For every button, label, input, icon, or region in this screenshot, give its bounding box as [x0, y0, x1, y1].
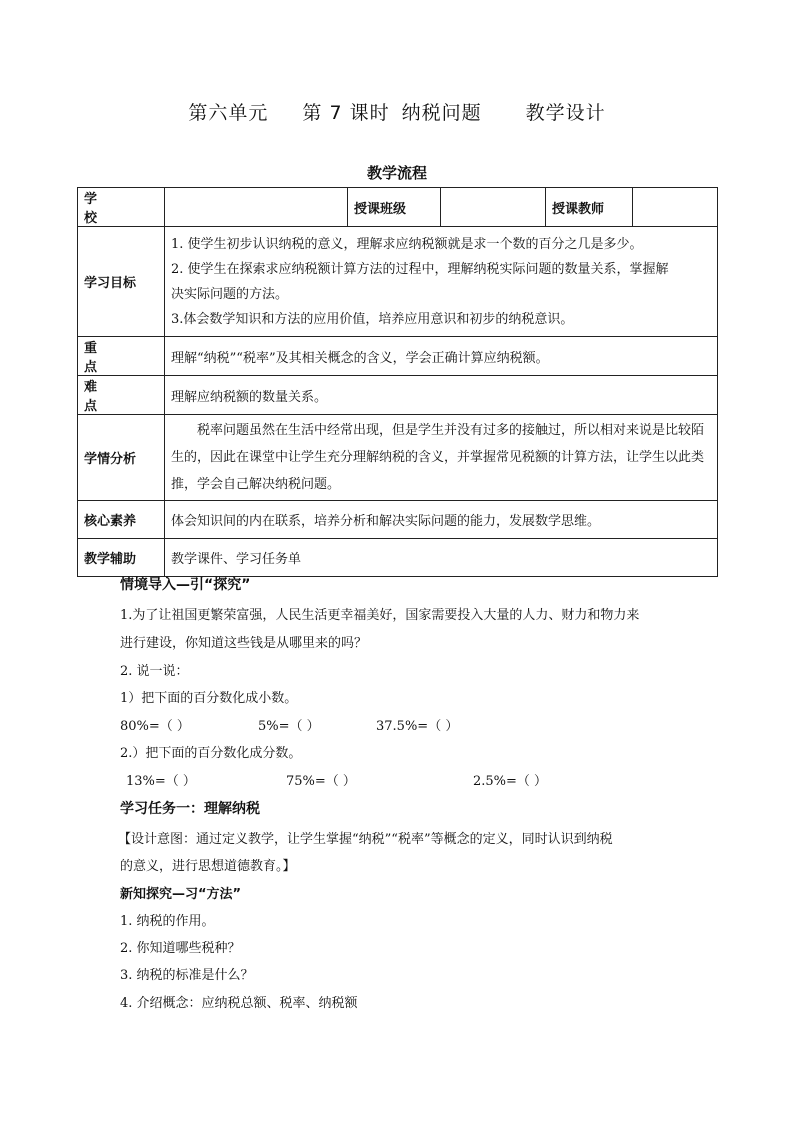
analysis-label: 学情分析 [78, 415, 165, 501]
teacher-value [633, 188, 718, 227]
teacher-label: 授课教师 [546, 188, 633, 227]
core-label: 核心素养 [78, 501, 165, 539]
explore-item: 2. 你知道哪些税种？ [120, 941, 241, 956]
school-label: 学 校 [78, 188, 165, 227]
title-unit: 第六单元 [188, 102, 269, 124]
intro-discuss: 2. 说一说： [120, 664, 189, 679]
class-label: 授课班级 [348, 188, 441, 227]
goal-line: 决实际问题的方法。 [171, 286, 289, 302]
school-value [165, 188, 348, 227]
class-value [441, 188, 546, 227]
fraction-item: 2.5%=（ ） [473, 774, 548, 789]
table-row [78, 227, 718, 337]
title-topic: 纳税问题 [401, 102, 482, 124]
table-row [78, 501, 718, 539]
goal-line: 1. 使学生初步认识纳税的意义，理解求应纳税额就是求一个数的百分之几是多少。 [171, 236, 643, 252]
fraction-item: 75%=（ ） [286, 774, 356, 789]
table-row [78, 539, 718, 577]
goals-cell [165, 227, 718, 337]
goals-label: 学习目标 [78, 227, 165, 337]
goal-line: 2. 使学生在探索求应纳税额计算方法的过程中，理解纳税实际问题的数量关系，掌握解 [171, 261, 669, 277]
task1-heading: 学习任务一：理解纳税 [120, 801, 260, 817]
difficulty-label: 难 点 [78, 376, 165, 415]
document-title [0, 98, 794, 125]
title-lesson: 第 7 课时 [302, 102, 390, 124]
analysis-text: 税率问题虽然在生活中经常出现，但是学生并没有过多的接触过，所以相对来说是比较陌生的，因此在课堂中让学生充分理解纳税的含义，并掌握常见税额的计算方法，让学生以此类推，学会自己解决纳税问题。 [171, 423, 705, 492]
fraction-instruction: 2.）把下面的百分数化成分数。 [120, 746, 302, 761]
title-kind: 教学设计 [525, 102, 606, 124]
intro-question-line: 进行建设，你知道这些钱是从哪里来的吗？ [120, 636, 368, 651]
decimal-item: 37.5%=（ ） [376, 719, 459, 734]
table-row [78, 415, 718, 501]
aids-label: 教学辅助 [78, 539, 165, 577]
decimal-item: 80%=（ ） [120, 719, 190, 734]
explore-item: 4. 介绍概念：应纳税总额、税率、纳税额 [120, 996, 358, 1011]
decimal-instruction: 1）把下面的百分数化成小数。 [120, 691, 298, 706]
goal-line: 3.体会数学知识和方法的应用价值，培养应用意识和初步的纳税意识。 [171, 311, 574, 327]
intro-heading: 情境导入—引“探究” [120, 577, 251, 593]
design-intent-line: 【设计意图：通过定义教学，让学生掌握“纳税”“税率”等概念的定义，同时认识到纳税 [118, 832, 613, 847]
aids-value: 教学课件、学习任务单 [165, 539, 718, 577]
key-value: 理解“纳税”“税率”及其相关概念的含义，学会正确计算应纳税额。 [165, 337, 718, 376]
core-value: 体会知识间的内在联系，培养分析和解决实际问题的能力，发展数学思维。 [165, 501, 718, 539]
key-label: 重 点 [78, 337, 165, 376]
explore-item: 1. 纳税的作用。 [120, 914, 215, 929]
explore-item: 3. 纳税的标准是什么？ [120, 968, 254, 983]
explore-heading: 新知探究—习“方法” [120, 887, 242, 902]
section-subtitle: 教学流程 [366, 164, 427, 182]
difficulty-value: 理解应纳税额的数量关系。 [165, 376, 718, 415]
design-intent-line: 的意义，进行思想道德教育。】 [120, 859, 296, 874]
decimal-item: 5%=（ ） [258, 719, 320, 734]
table-row [78, 376, 718, 415]
fraction-item: 13%=（ ） [126, 774, 196, 789]
intro-question-line: 1.为了让祖国更繁荣富强，人民生活更幸福美好，国家需要投入大量的人力、财力和物力来 [120, 608, 640, 623]
analysis-cell [165, 415, 718, 501]
lesson-info-table [77, 187, 718, 577]
table-row [78, 188, 718, 227]
table-row [78, 337, 718, 376]
